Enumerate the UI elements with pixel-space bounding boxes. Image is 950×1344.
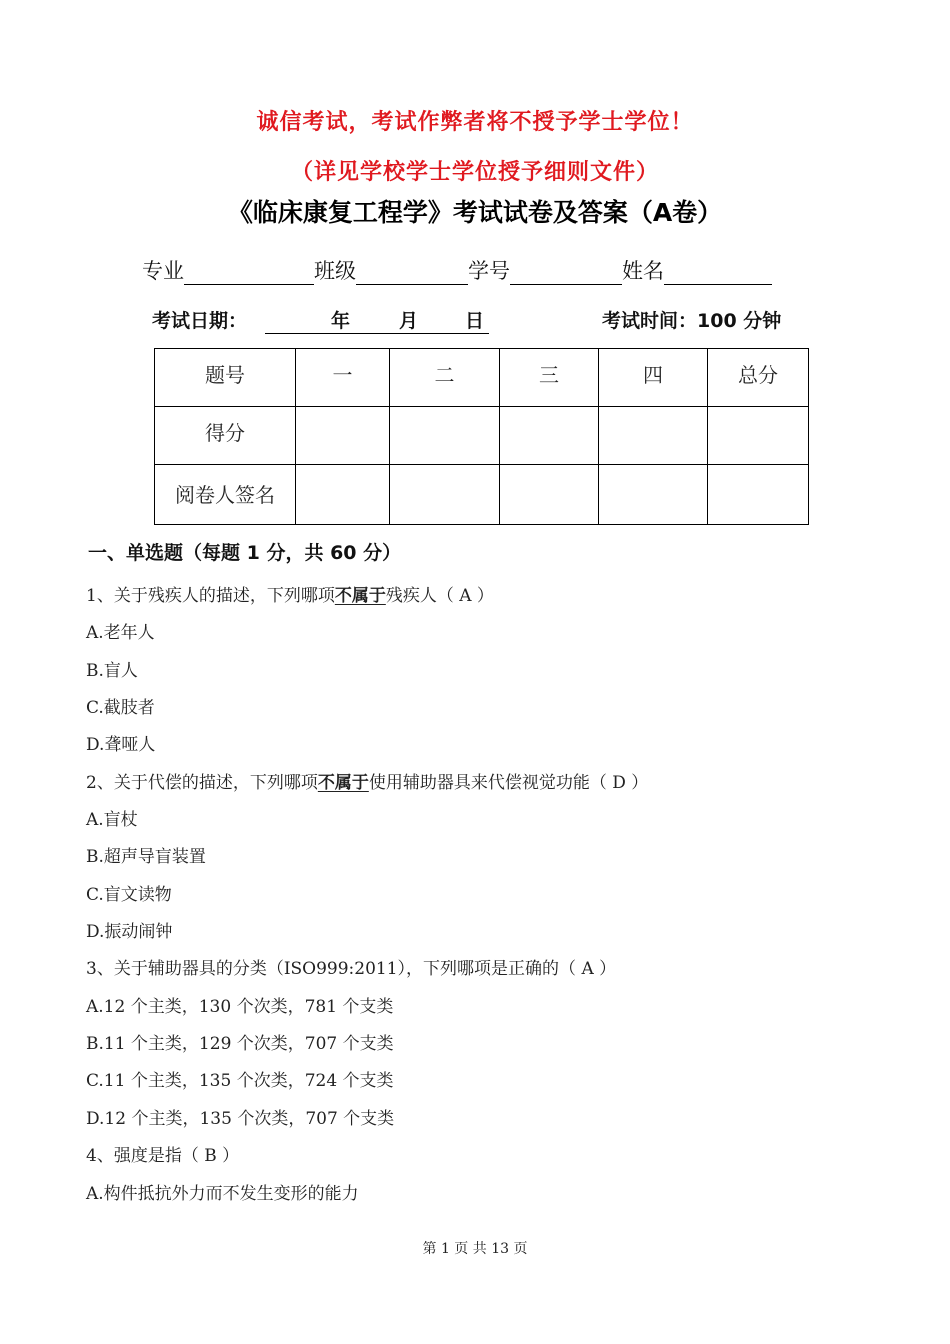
option-item: D.聋哑人 [86,735,156,756]
class-label: 班级 [314,259,356,283]
question-stem [86,583,886,620]
student-id-field[interactable] [510,260,622,285]
student-id-label: 学号 [468,259,510,283]
option-item: A.老年人 [86,623,155,644]
score-table [154,348,809,525]
table-row [155,407,809,465]
table-header-row [155,349,809,407]
integrity-warning-note: （详见学校学士学位授予细则文件） [290,159,659,185]
option-item: C.11 个主类，135 个次类，724 个支类 [86,1071,394,1092]
stem-text: 1、关于残疾人的描述，下列哪项 [86,586,335,606]
exam-date-field[interactable] [265,306,489,334]
page-footer: 第 1 页 共 13 页 [422,1241,528,1257]
option-item: C.截肢者 [86,698,155,719]
stem-emphasis: 不属于 [317,772,369,793]
option-item: A.构件抵抗外力而不发生变形的能力 [86,1183,359,1204]
grader-cell[interactable] [390,465,500,525]
day-label: 日 [465,310,485,332]
row-label-grader: 阅卷人签名 [155,465,296,525]
question-stem: 4、强度是指（ B ） [86,1146,240,1167]
grader-cell[interactable] [500,465,599,525]
stem-text: 2、关于代偿的描述，下列哪项 [86,772,318,793]
grader-cell[interactable] [296,465,390,525]
class-field[interactable] [356,260,468,285]
student-info-line [142,255,772,285]
table-header-cell: 一 [296,349,390,407]
major-label: 专业 [142,259,184,283]
table-header-cell: 题号 [155,349,296,407]
grader-cell[interactable] [599,465,708,525]
major-field[interactable] [184,260,314,285]
exam-date-label: 考试日期： [152,310,248,332]
question-stem: 3、关于辅助器具的分类（ISO999:2011），下列哪项是正确的（ A ） [86,959,617,980]
table-header-cell: 四 [599,349,708,407]
name-field[interactable] [664,260,772,285]
integrity-warning: 诚信考试，考试作弊者将不授予学士学位！ [256,109,694,135]
option-item: A.12 个主类，130 个次类，781 个支类 [86,996,394,1017]
score-cell[interactable] [296,407,390,465]
row-label-score: 得分 [155,407,296,465]
option-item: D.振动闹钟 [86,922,173,943]
option-item: C.盲文读物 [86,884,172,905]
stem-emphasis: 不属于 [334,586,386,606]
option-item: A.盲杖 [86,810,138,831]
exam-title: 《临床康复工程学》考试试卷及答案（A卷） [227,198,723,227]
table-header-cell: 总分 [708,349,809,407]
grader-cell[interactable] [708,465,809,525]
option-item: B.盲人 [86,660,138,681]
stem-text: 残疾人（ A ） [385,586,494,606]
score-cell[interactable] [500,407,599,465]
option-item: B.超声导盲装置 [86,847,206,868]
table-row [155,465,809,525]
score-cell[interactable] [708,407,809,465]
name-label: 姓名 [622,259,664,283]
option-item: B.11 个主类，129 个次类，707 个支类 [86,1034,394,1055]
question-list [86,583,886,1218]
section-title: 一、单选题（每题 1 分，共 60 分） [88,542,402,564]
stem-text: 使用辅助器具来代偿视觉功能（ D ） [368,772,649,793]
exam-time: 考试时间：100 分钟 [602,310,782,332]
score-cell[interactable] [390,407,500,465]
month-label: 月 [399,310,419,332]
table-header-cell: 三 [500,349,599,407]
year-label: 年 [331,310,351,332]
option-item: D.12 个主类，135 个次类，707 个支类 [86,1108,395,1129]
table-header-cell: 二 [390,349,500,407]
score-cell[interactable] [599,407,708,465]
question-stem [86,770,886,807]
